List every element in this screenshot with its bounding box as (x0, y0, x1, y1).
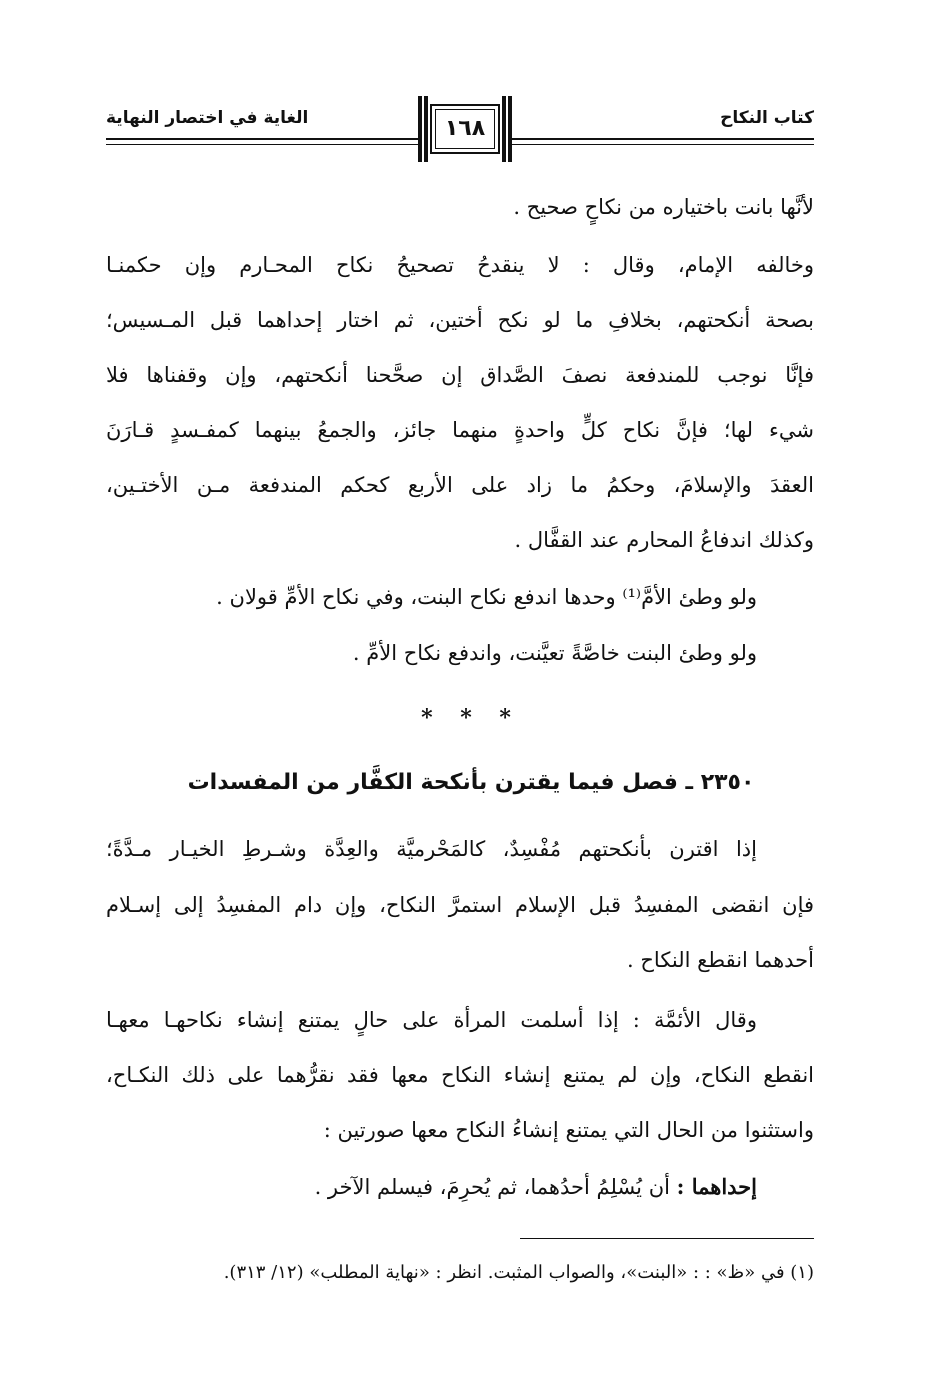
paragraph-line: شيء لها؛ فإنَّ نكاح كلٍّ واحدةٍ منهما جائز، والجمعُ بينهما كمفـسدٍ قـارَنَ (106, 418, 814, 442)
paragraph-line: انقطع النكاح، وإن لم يمتنع إنشاء النكاح معها فقد نقرُّهما على ذلك النكـاح، (106, 1063, 814, 1087)
page-number: ١٦٨ (444, 116, 486, 141)
chapter-title: كتاب النكاح (720, 108, 814, 128)
paragraph-line: وخالفه الإمام، وقال : لا ينقدحُ تصحيحُ نكاح المحـارم وإن حكمنـا (106, 253, 814, 277)
paragraph-line: بصحة أنكحتهم، بخلافِ ما لو نكح أختين، ثم اختار إحداهما قبل المـسيس؛ (106, 308, 814, 332)
paragraph-line (106, 1172, 757, 1202)
section-heading: ٢٣٥٠ ـ فصل فيما يقترن بأنكحة الكفَّار من المفسدات (187, 770, 755, 795)
paragraph-line: ولو وطئ الأمَّ⁽¹⁾ وحدها اندفع نكاح البنت، وفي نكاح الأمِّ قولان . (216, 585, 757, 609)
paragraph-line: فإن انقضى المفسِدُ قبل الإسلام استمرَّ النكاح، وإن دام المفسِدُ إلى إسـلام (106, 893, 814, 917)
paragraph-line: فإنَّا نوجب للمندفعة نصفَ الصَّداق إن صحَّحنا أنكحتهم، وإن وقفناها فلا (106, 363, 814, 387)
footnote: (١) في «ظ» : : «البنت»، والصواب المثبت. انظر : «نهاية المطلب» (١٢/ ٣١٣). (223, 1262, 814, 1283)
page-number-frame (418, 96, 512, 162)
paragraph-line: وكذلك اندفاعُ المحارم عند القفَّال . (514, 528, 814, 552)
book-title: الغاية في اختصار النهاية (106, 108, 309, 128)
paragraph-line: أحدهما انقطع النكاح . (627, 948, 814, 972)
paragraph-line: إذا اقترن بأنكحتهم مُفْسِدٌ، كالمَحْرميَّة والعِدَّة وشـرطِ الخيـار مـدَّةً؛ (106, 837, 757, 861)
footnote-rule (520, 1238, 814, 1239)
section-separator: * * * (421, 705, 521, 731)
paragraph-line: لأنَّها بانت باختياره من نكاحٍ صحيح . (513, 195, 814, 219)
paragraph-line: العقدَ والإسلامَ، وحكمُ ما زاد على الأربع كحكم المندفعة مـن الأختـين، (106, 473, 814, 497)
item-label: إحداهما : (676, 1174, 757, 1199)
item-text: أن يُسْلِمُ أحدُهما، ثم يُحرِمَ، فيسلم الآخر . (314, 1175, 677, 1199)
paragraph-line: ولو وطئ البنت خاصَّةً تعيَّنت، واندفع نكاح الأمِّ . (352, 641, 757, 665)
paragraph-line: وقال الأئمَّة : إذا أسلمت المرأة على حالٍ يمتنع إنشاء نكاحهـا معهـا (106, 1008, 757, 1032)
paragraph-line: واستثنوا من الحال التي يمتنع إنشاءُ النكاح معها صورتين : (323, 1118, 814, 1142)
